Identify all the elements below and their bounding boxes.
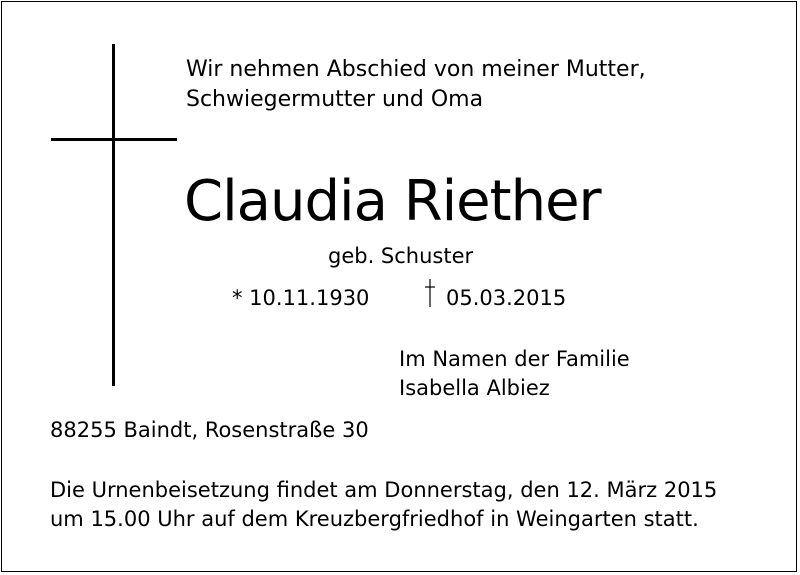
- burial-line-2: um 15.00 Uhr auf dem Kreuzbergfriedhof in Weingarten statt.: [50, 507, 699, 531]
- cross-icon-bar: [51, 138, 177, 141]
- address: 88255 Baindt, Rosenstraße 30: [50, 418, 369, 442]
- maiden-name: geb. Schuster: [328, 244, 474, 268]
- signer-name: Isabella Albiez: [399, 376, 550, 400]
- birth-date: * 10.11.1930: [232, 286, 370, 310]
- intro-text: [186, 55, 646, 115]
- intro-line-1: Wir nehmen Abschied von meiner Mutter,: [186, 57, 646, 82]
- signer-line-1: Im Namen der Familie: [399, 347, 630, 371]
- intro-line-2: Schwiegermutter und Oma: [186, 87, 484, 112]
- burial-line-1: Die Urnenbeisetzung findet am Donnerstag, den 12. März 2015: [50, 478, 718, 502]
- burial-info: [50, 476, 717, 534]
- death-date: 05.03.2015: [446, 286, 567, 310]
- cross-icon: [112, 44, 115, 386]
- deceased-name: Claudia Riether: [184, 169, 601, 234]
- death-cross-icon: [424, 278, 436, 308]
